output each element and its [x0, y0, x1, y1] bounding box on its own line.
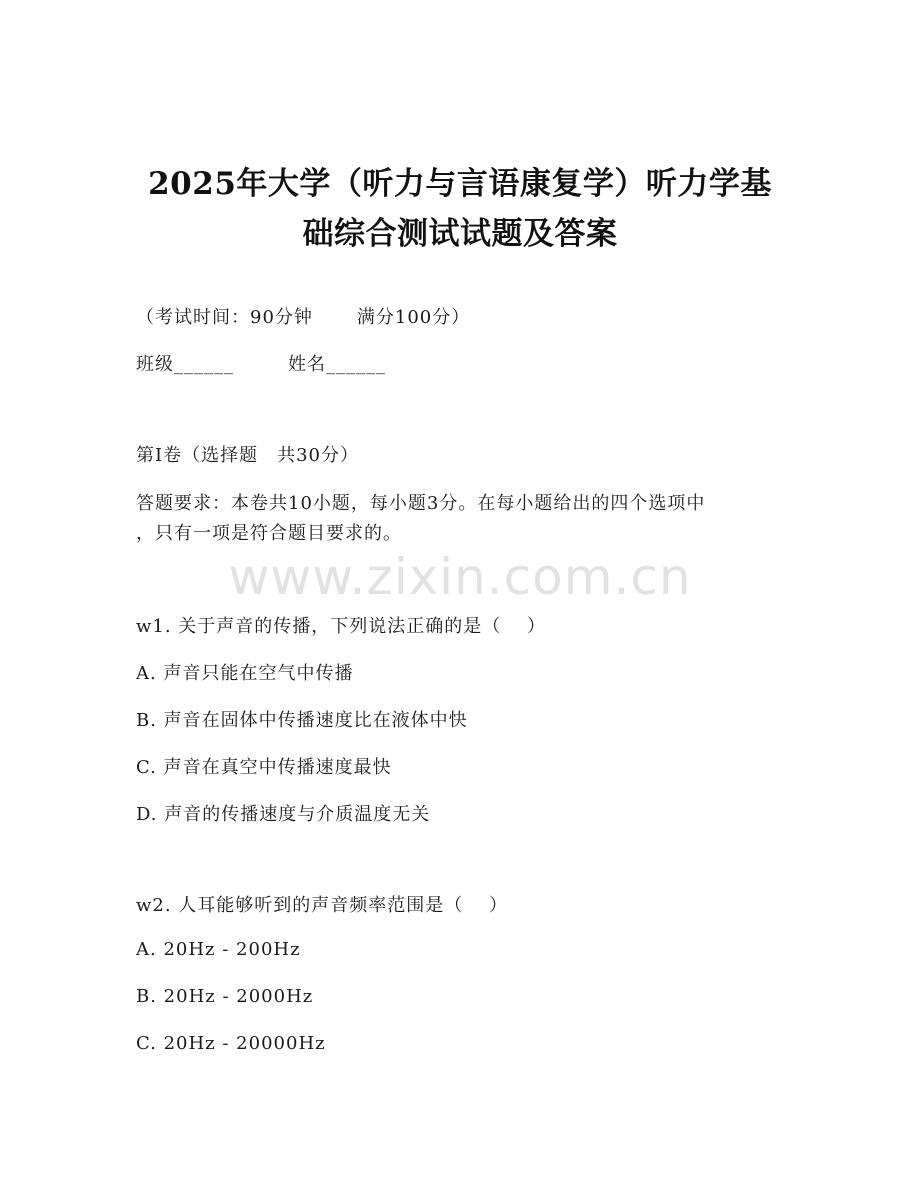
- question-option: A. 声音只能在空气中传播: [136, 663, 354, 684]
- class-field-label: 班级______: [136, 354, 234, 375]
- exam-full-score: 满分100分）: [356, 307, 471, 328]
- question-stem: w1. 关于声音的传播，下列说法正确的是（ ）: [136, 616, 547, 637]
- question-option: B. 20Hz - 2000Hz: [136, 986, 314, 1007]
- instructions-line-2: ，只有一项是符合题目要求的。: [136, 523, 402, 544]
- exam-info: [136, 303, 470, 329]
- student-fields: [136, 350, 386, 376]
- question-option: D. 声音的传播速度与介质温度无关: [136, 804, 431, 825]
- instructions-line-1: 答题要求：本卷共10小题，每小题3分。在每小题给出的四个选项中: [136, 493, 706, 514]
- document-title-line-1: 2025年大学（听力与言语康复学）听力学基: [148, 166, 772, 202]
- section-heading: 第I卷（选择题 共30分）: [136, 445, 360, 466]
- question-option: B. 声音在固体中传播速度比在液体中快: [136, 710, 468, 731]
- question-option: A. 20Hz - 200Hz: [136, 939, 301, 960]
- question-option: C. 20Hz - 20000Hz: [136, 1033, 326, 1054]
- watermark: www.zixin.com.cn: [228, 548, 692, 606]
- question-stem: w2. 人耳能够听到的声音频率范围是（ ）: [136, 895, 509, 916]
- document-title-line-2: 础综合测试试题及答案: [302, 216, 618, 252]
- name-field-label: 姓名______: [288, 354, 386, 375]
- exam-time: （考试时间：90分钟: [136, 307, 313, 328]
- question-option: C. 声音在真空中传播速度最快: [136, 757, 392, 778]
